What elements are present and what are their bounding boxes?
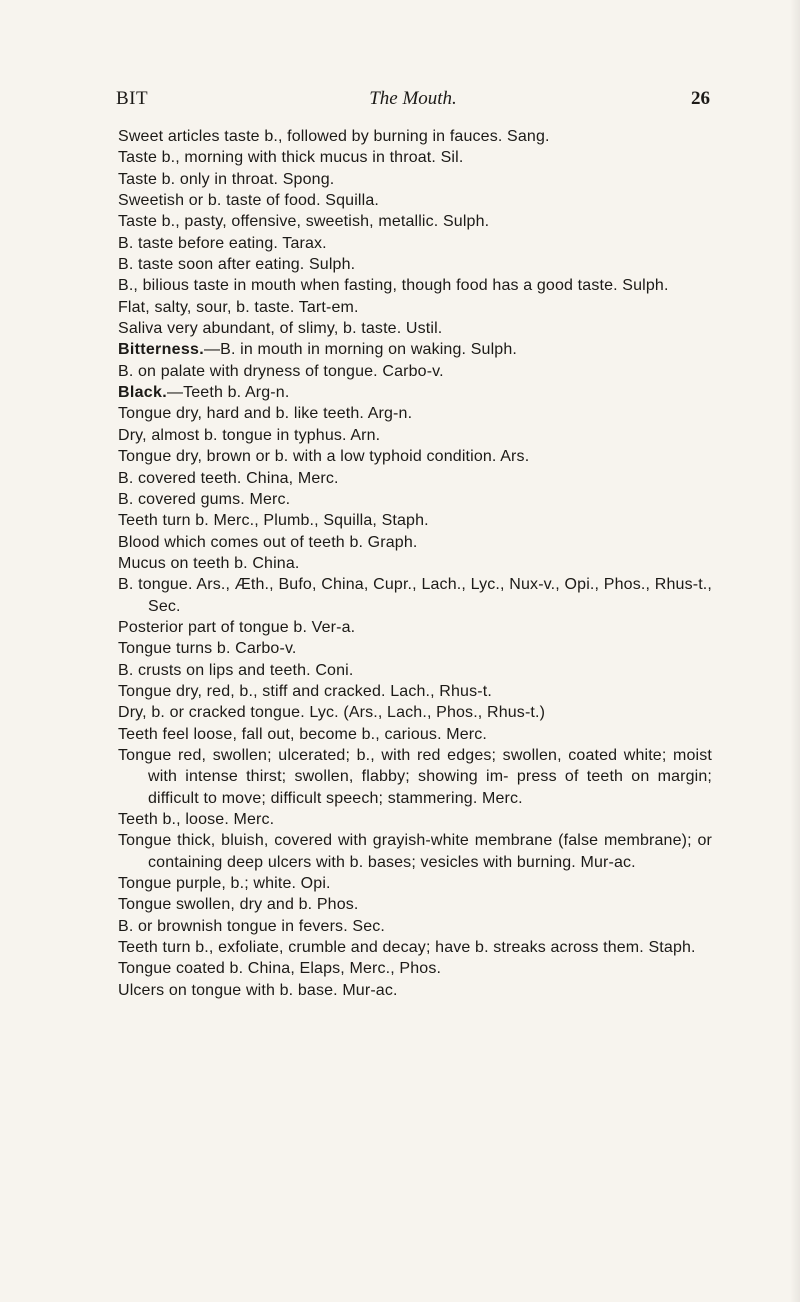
entry-text: Sweet articles taste b., followed by burning in fauces. Sang.	[118, 128, 550, 145]
entry	[118, 532, 712, 553]
entry	[118, 830, 712, 873]
entry-text: B. tongue. Ars., Æth., Bufo, China, Cupr., Lach., Lyc., Nux-v., Opi., Phos., Rhus-t., Sec.	[118, 576, 712, 615]
entry-text: Dry, b. or cracked tongue. Lyc. (Ars., Lach., Phos., Rhus-t.)	[118, 704, 546, 722]
entry-text: Ulcers on tongue with b. base. Mur-ac.	[118, 981, 398, 999]
entry	[118, 873, 712, 894]
entry	[118, 318, 712, 339]
entry	[118, 638, 712, 659]
entry-text: Tongue dry, brown or b. with a low typhoid condition. Ars.	[118, 448, 530, 466]
entry	[118, 446, 712, 467]
entry-text: Taste b., morning with thick mucus in throat. Sil.	[118, 149, 464, 167]
entry-text: Teeth feel loose, fall out, become b., carious. Merc.	[118, 725, 488, 743]
entry	[118, 937, 712, 958]
entry	[118, 233, 712, 254]
entry	[118, 809, 712, 830]
entry	[118, 339, 712, 360]
entry	[118, 660, 712, 681]
entry-text: Posterior part of tongue b. Ver-a.	[118, 618, 356, 636]
entry-text: B. covered teeth. China, Merc.	[118, 469, 339, 487]
entry-text: Tongue thick, bluish, covered with grayish-white membrane (false membrane); or containing deep ulcers with b. bases; vesicles with burning. Mur-ac.	[118, 832, 712, 871]
entry-text: —B. in mouth in morning on waking. Sulph.	[204, 341, 517, 359]
header-section-label: BIT	[116, 88, 149, 109]
entry	[118, 169, 712, 190]
entry-text: Teeth turn b., exfoliate, crumble and decay; have b. streaks across them. Staph.	[118, 939, 696, 957]
symptom-entries	[118, 126, 712, 1001]
entry	[118, 254, 712, 275]
entry-text: Tongue swollen, dry and b. Phos.	[118, 896, 359, 914]
entry	[118, 126, 712, 147]
entry	[118, 553, 712, 574]
entry-text: —Teeth b. Arg-n.	[166, 384, 290, 402]
entry-text: Dry, almost b. tongue in typhus. Arn.	[118, 426, 381, 444]
entry-text: Tongue dry, red, b., stiff and cracked. Lach., Rhus-t.	[118, 682, 492, 700]
entry	[118, 489, 712, 510]
entry	[118, 980, 712, 1001]
entry-text: Mucus on teeth b. China.	[118, 554, 300, 572]
entry	[118, 681, 712, 702]
entry-heading: Black.	[118, 384, 167, 402]
entry-text: B. taste before eating. Tarax.	[118, 234, 327, 252]
entry-text: Sweetish or b. taste of food. Squilla.	[118, 192, 379, 210]
entry-text: B., bilious taste in mouth when fasting, though food has a good taste. Sulph.	[118, 277, 669, 295]
entry	[118, 361, 712, 382]
entry	[118, 190, 712, 211]
entry-text: Taste b. only in throat. Spong.	[118, 170, 335, 188]
entry-text: Teeth b., loose. Merc.	[118, 811, 275, 828]
entry	[118, 510, 712, 531]
entry	[118, 894, 712, 915]
entry	[118, 702, 712, 723]
entry-text: B. or brownish tongue in fevers. Sec.	[118, 917, 386, 935]
entry-heading: Bitterness.	[118, 341, 204, 359]
entry	[118, 382, 712, 403]
entry-text: B. crusts on lips and teeth. Coni.	[118, 661, 354, 679]
entry-text: Tongue turns b. Carbo-v.	[118, 640, 297, 658]
entry-text: Teeth turn b. Merc., Plumb., Squilla, Staph.	[118, 512, 429, 530]
entry-text: Flat, salty, sour, b. taste. Tart-em.	[118, 298, 359, 316]
entry-text: B. taste soon after eating. Sulph.	[118, 256, 356, 274]
entry-text: Tongue red, swollen; ulcerated; b., with red edges; swollen, coated white; moist with intense thirst; swollen, flabby; showing im- press of teeth on margin; difficult to move; difficult speech; stammering. Merc.	[118, 746, 712, 807]
page-number: 26	[691, 88, 710, 109]
entry-text: Tongue dry, hard and b. like teeth. Arg-n.	[118, 405, 413, 423]
entry-text: B. on palate with dryness of tongue. Carbo-v.	[118, 362, 444, 380]
entry	[118, 468, 712, 489]
page-edge-shadow	[790, 0, 800, 1302]
entry-text: Blood which comes out of teeth b. Graph.	[118, 533, 418, 551]
entry	[118, 617, 712, 638]
entry-text: Taste b., pasty, offensive, sweetish, metallic. Sulph.	[118, 213, 490, 231]
header-chapter-title: The Mouth.	[369, 88, 457, 109]
entry	[118, 147, 712, 168]
entry	[118, 574, 712, 617]
running-header	[116, 88, 710, 112]
entry	[118, 297, 712, 318]
entry	[118, 211, 712, 232]
entry	[118, 275, 712, 296]
entry-text: Tongue purple, b.; white. Opi.	[118, 875, 331, 893]
entry	[118, 724, 712, 745]
entry-text: Saliva very abundant, of slimy, b. taste. Ustil.	[118, 320, 443, 338]
entry	[118, 916, 712, 937]
entry	[118, 425, 712, 446]
entry-text: Tongue coated b. China, Elaps, Merc., Phos.	[118, 960, 442, 978]
entry	[118, 403, 712, 424]
entry	[118, 958, 712, 979]
entry-text: B. covered gums. Merc.	[118, 490, 291, 508]
entry	[118, 745, 712, 809]
